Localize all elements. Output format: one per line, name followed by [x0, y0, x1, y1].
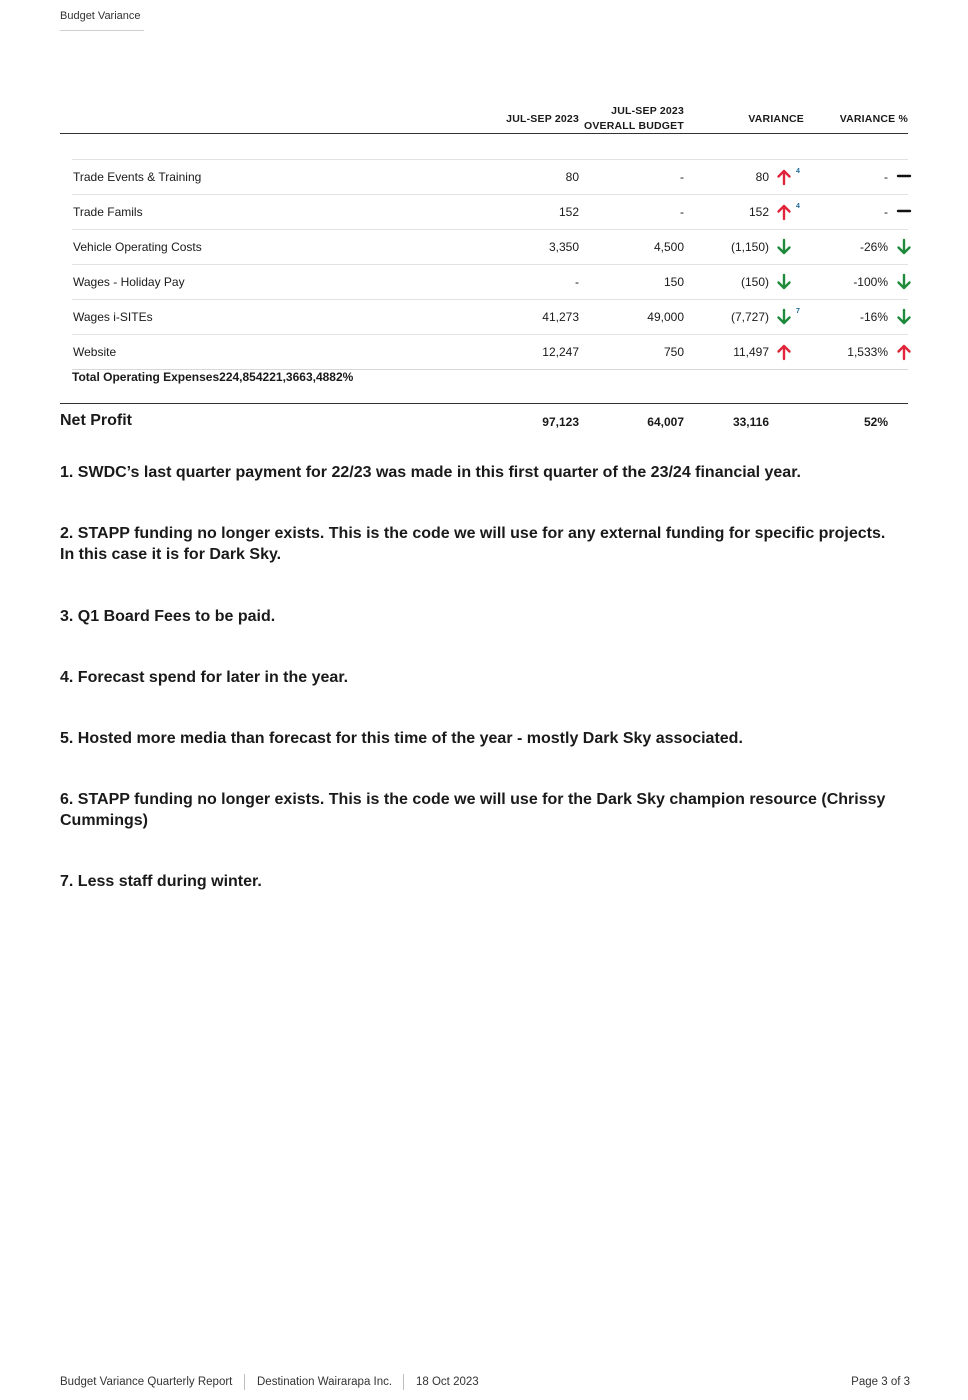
arrow-up-icon [776, 203, 792, 221]
row-label: Trade Events & Training [73, 170, 202, 184]
net-profit-variance: 33,116 [732, 415, 769, 429]
note-6: 6. STAPP funding no longer exists. This is the code we will use for the Dark Sky champion resource (Chrissy Cummings) [60, 791, 886, 829]
row-budget: - [680, 205, 684, 219]
col-header-budget-line1: JUL-SEP 2023 [611, 105, 684, 117]
row-variance-pct: - [884, 205, 888, 219]
row-budget: 150 [663, 275, 684, 289]
net-profit-label: Net Profit [60, 412, 132, 429]
total-variance: 3,488 [305, 370, 336, 384]
net-profit-rule [60, 403, 908, 404]
footer-org: Destination Wairarapa Inc. [257, 1376, 393, 1388]
row-variance-pct: -16% [859, 310, 888, 324]
row-variance-pct: - [884, 170, 888, 184]
row-actual: 152 [558, 205, 579, 219]
table-row [72, 299, 908, 334]
row-label: Trade Famils [73, 205, 143, 219]
row-budget: 750 [663, 345, 684, 359]
header-underline [60, 30, 144, 31]
note-4: 4. Forecast spend for later in the year. [60, 669, 349, 686]
total-label: Total Operating Expenses [72, 370, 220, 384]
net-profit-budget: 64,007 [647, 415, 684, 429]
note-1: 1. SWDC’s last quarter payment for 22/23 was made in this first quarter of the 23/24 financial year. [60, 464, 801, 481]
net-profit-actual: 97,123 [542, 415, 579, 429]
footer-report: Budget Variance Quarterly Report [60, 1376, 233, 1388]
row-actual: 12,247 [542, 345, 579, 359]
note-3: 3. Q1 Board Fees to be paid. [60, 608, 276, 625]
net-profit-variance-pct: 52% [863, 415, 888, 429]
header-title: Budget Variance [60, 10, 141, 22]
footer-separator [403, 1374, 404, 1390]
row-variance-pct: -100% [853, 275, 888, 289]
dash-icon [896, 168, 912, 186]
row-variance-pct: -26% [859, 240, 888, 254]
row-actual: - [575, 275, 579, 289]
col-header-variance-pct: VARIANCE % [839, 113, 908, 125]
table-row [72, 334, 908, 369]
arrow-down-icon [896, 273, 912, 291]
footer-date: 18 Oct 2023 [416, 1376, 479, 1388]
row-variance: (150) [740, 275, 769, 289]
col-header-actual: JUL-SEP 2023 [506, 113, 579, 125]
arrow-down-icon [776, 273, 792, 291]
row-variance: 80 [755, 170, 769, 184]
net-profit-row [60, 410, 908, 434]
arrow-down-icon [776, 308, 792, 326]
note-2: 2. STAPP funding no longer exists. This is the code we will use for any external funding for specific projects. In this case it is for Dark Sky. [60, 525, 886, 563]
row-actual: 80 [565, 170, 579, 184]
col-header-budget-line2: OVERALL BUDGET [583, 120, 684, 132]
arrow-up-icon [776, 343, 792, 361]
row-label: Website [73, 345, 117, 359]
footer-page-number: Page 3 of 3 [851, 1376, 910, 1388]
total-variance-pct: 2% [335, 370, 354, 384]
footer-separator [244, 1374, 245, 1390]
expense-table [72, 159, 908, 404]
arrow-down-icon [896, 308, 912, 326]
row-label: Wages i-SITEs [73, 310, 153, 324]
table-row [72, 229, 908, 264]
total-actual: 224,854 [219, 370, 263, 384]
row-variance: 152 [748, 205, 769, 219]
row-label: Vehicle Operating Costs [73, 240, 202, 254]
arrow-up-icon [896, 343, 912, 361]
row-variance: (7,727) [730, 310, 769, 324]
arrow-down-icon [896, 238, 912, 256]
total-row [72, 369, 908, 404]
row-actual: 41,273 [542, 310, 579, 324]
row-budget: - [680, 170, 684, 184]
total-budget: 221,366 [262, 370, 306, 384]
col-header-variance: VARIANCE [748, 113, 804, 125]
note-reference: 4 [796, 168, 800, 175]
note-7: 7. Less staff during winter. [60, 873, 262, 890]
header-rule [60, 133, 908, 134]
row-budget: 4,500 [653, 240, 684, 254]
row-variance-pct: 1,533% [847, 345, 888, 359]
row-actual: 3,350 [548, 240, 579, 254]
note-reference: 4 [796, 203, 800, 210]
dash-icon [896, 203, 912, 221]
arrow-down-icon [776, 238, 792, 256]
row-label: Wages - Holiday Pay [73, 275, 185, 289]
arrow-up-icon [776, 168, 792, 186]
table-row [72, 159, 908, 194]
row-variance: 11,497 [733, 345, 769, 359]
row-variance: (1,150) [730, 240, 769, 254]
table-row [72, 264, 908, 299]
row-budget: 49,000 [647, 310, 684, 324]
note-reference: 7 [796, 308, 800, 315]
table-row [72, 194, 908, 229]
col-header-budget [560, 104, 684, 134]
page-header [60, 10, 144, 31]
note-5: 5. Hosted more media than forecast for this time of the year - mostly Dark Sky associated. [60, 730, 743, 747]
